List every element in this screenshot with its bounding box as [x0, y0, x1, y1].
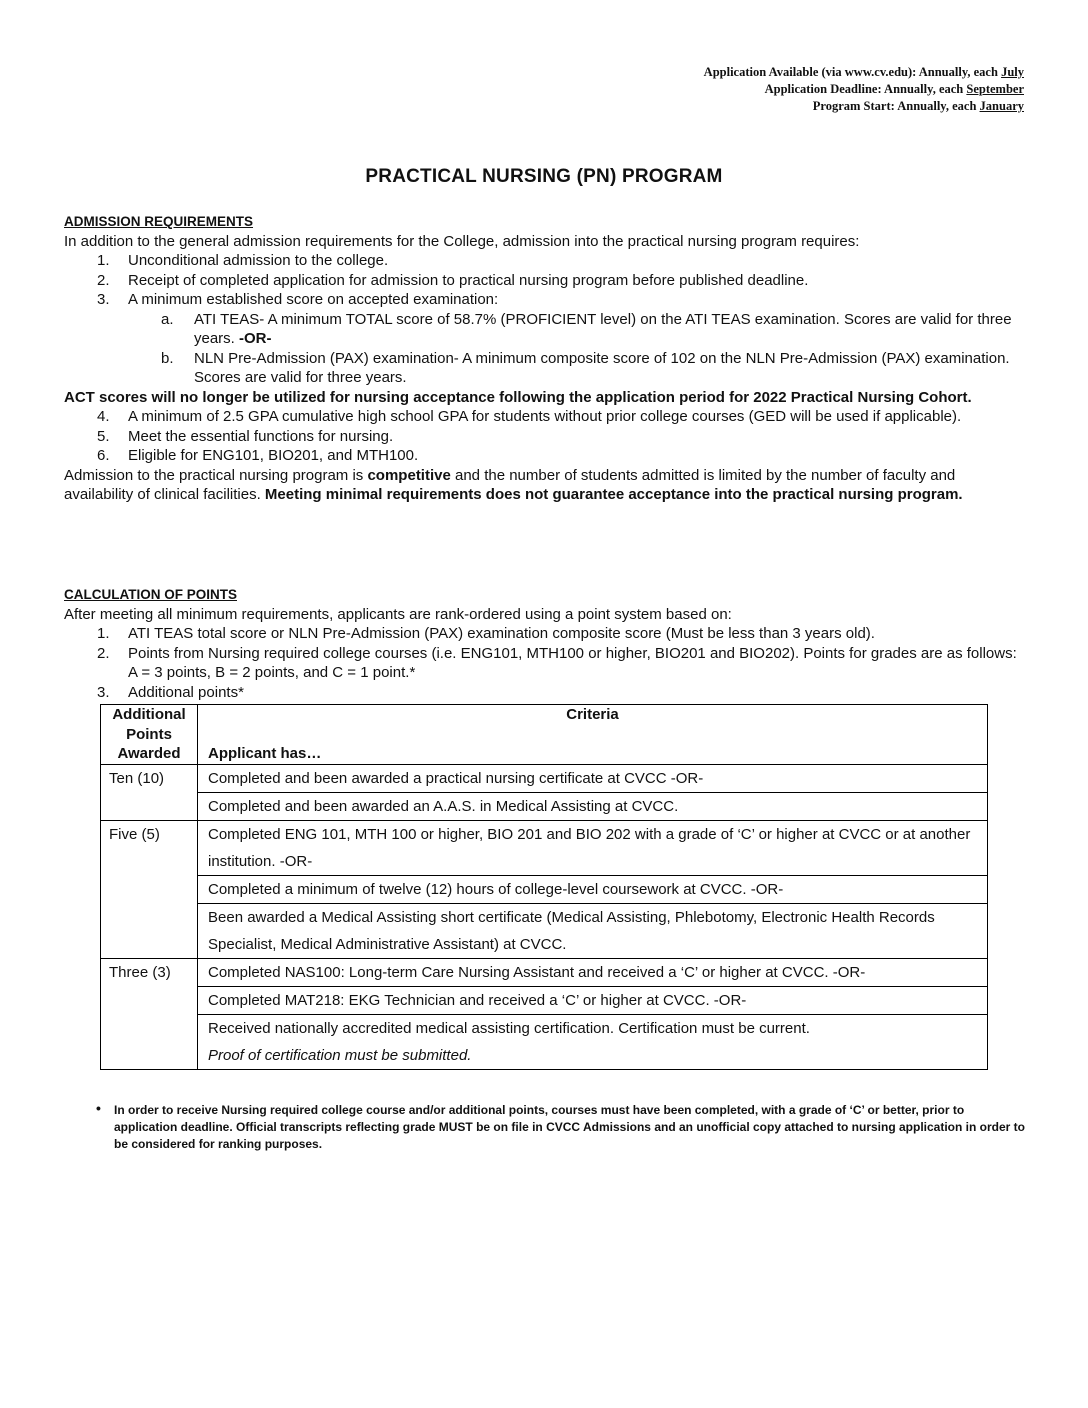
- list-item: 3. Additional points*: [97, 683, 244, 701]
- criteria-cell: Completed a minimum of twelve (12) hours of college-level coursework at CVCC. -OR-: [198, 875, 988, 903]
- admission-heading: ADMISSION REQUIREMENTS: [64, 214, 254, 229]
- award-ten: Ten (10): [101, 764, 198, 820]
- criteria-cell: Been awarded a Medical Assisting short certificate (Medical Assisting, Phlebotomy, Electronic Health Records Specialist, Medical Administrative Assistant) at CVCC.: [198, 903, 988, 958]
- criteria-cell: Received nationally accredited medical assisting certification. Certification must be current. Proof of certification must be submitted.: [198, 1014, 988, 1069]
- list-item: 4. A minimum of 2.5 GPA cumulative high school GPA for students without prior college courses (GED will be used if applicable).: [97, 408, 962, 425]
- criteria-cell: Completed MAT218: EKG Technician and received a ‘C’ or higher at CVCC. -OR-: [198, 986, 988, 1014]
- list-item: 1. ATI TEAS total score or NLN Pre-Admission (PAX) examination composite score (Must be less than 3 years old).: [97, 625, 875, 642]
- footnote: [96, 1102, 1026, 1153]
- calculation-heading: CALCULATION OF POINTS: [64, 587, 237, 602]
- table-header-row: [101, 705, 988, 765]
- page-title: PRACTICAL NURSING (PN) PROGRAM: [365, 166, 723, 187]
- criteria-cell: Completed and been awarded an A.A.S. in Medical Assisting at CVCC.: [198, 792, 988, 820]
- points-column-header: Additional Points Awarded: [101, 705, 198, 765]
- admission-closing-paragraph: Admission to the practical nursing program is competitive and the number of students admitted is limited by the number of faculty and availability of clinical facilities. Meeting minimal requirements does not guarantee acceptance into the practical nursing program.: [64, 466, 963, 503]
- table-row: [101, 958, 988, 986]
- program-start-line: Program Start: Annually, each January: [812, 99, 1024, 113]
- start-month: January: [979, 99, 1024, 113]
- footnote-text: In order to receive Nursing required college course and/or additional points, courses must have been completed, with a grade of ‘C’ or better, prior to application deadline. Official transcripts reflecting grade MUST be on file in CVCC Admissions and an unofficial copy attached to nursing application in order to be considered for ranking purposes.: [114, 1103, 1026, 1151]
- availability-line: Application Available (via www.cv.edu): Annually, each July: [703, 65, 1024, 79]
- list-item: 1. Unconditional admission to the college.: [97, 252, 389, 269]
- admission-intro: In addition to the general admission requirements for the College, admission into the practical nursing program requires:: [64, 232, 860, 250]
- list-item: 2. Points from Nursing required college courses (i.e. ENG101, MTH100 or higher, BIO201 and BIO202). Points for grades are as follows: A = 3 points, B = 2 points, and C = 1 point.*: [97, 644, 1017, 681]
- sub-item-ati-teas: a. ATI TEAS- A minimum TOTAL score of 58.7% (PROFICIENT level) on the ATI TEAS examination. Scores are valid for three years. -OR-: [161, 310, 1012, 347]
- deadline-month: September: [966, 82, 1024, 96]
- criteria-cell: Completed ENG 101, MTH 100 or higher, BIO 201 and BIO 202 with a grade of ‘C’ or higher at CVCC or at another institution. -OR-: [198, 820, 988, 875]
- admission-section: [64, 212, 1024, 505]
- list-item: 6. Eligible for ENG101, BIO201, and MTH100.: [97, 447, 419, 464]
- availability-month: July: [1001, 65, 1024, 79]
- list-item: 5. Meet the essential functions for nursing.: [97, 427, 394, 445]
- criteria-column-header: Criteria Applicant has…: [198, 705, 988, 765]
- criteria-cell: Completed and been awarded a practical nursing certificate at CVCC -OR-: [198, 764, 988, 792]
- award-three: Three (3): [101, 958, 198, 1069]
- table-row: [101, 764, 988, 792]
- table-row: [101, 820, 988, 875]
- sub-item-nln-pax: b. NLN Pre-Admission (PAX) examination- A minimum composite score of 102 on the NLN Pre-Admission (PAX) examination. Scores are valid for three years.: [161, 349, 1010, 386]
- deadline-line: Application Deadline: Annually, each September: [764, 82, 1024, 96]
- list-item: 3. A minimum established score on accepted examination:: [97, 291, 499, 308]
- act-scores-note: ACT scores will no longer be utilized for nursing acceptance following the application period for 2022 Practical Nursing Cohort.: [64, 388, 972, 406]
- application-dates-header: [704, 64, 1024, 115]
- criteria-subheader: Applicant has…: [208, 744, 322, 762]
- criteria-cell: Completed NAS100: Long-term Care Nursing Assistant and received a ‘C’ or higher at CVCC. -OR-: [198, 958, 988, 986]
- bullet-icon: •: [96, 1100, 101, 1116]
- calculation-intro: After meeting all minimum requirements, applicants are rank-ordered using a point system based on:: [64, 605, 732, 623]
- table-row: [101, 1014, 988, 1069]
- list-item: 2. Receipt of completed application for admission to practical nursing program before published deadline.: [97, 271, 809, 289]
- table-row: [101, 903, 988, 958]
- award-five: Five (5): [101, 820, 198, 958]
- additional-points-table: [100, 704, 988, 1070]
- table-row: [101, 875, 988, 903]
- proof-note: Proof of certification must be submitted.: [208, 1046, 472, 1064]
- calculation-section: [64, 585, 1024, 702]
- table-row: [101, 986, 988, 1014]
- table-row: [101, 792, 988, 820]
